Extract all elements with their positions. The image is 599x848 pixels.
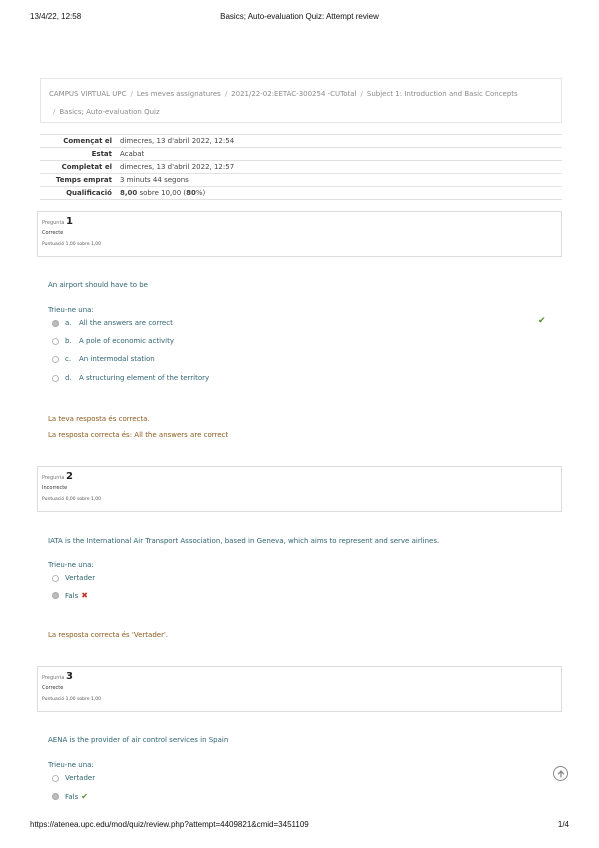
print-header [30, 12, 569, 24]
print-page-number: 1/4 [557, 820, 569, 829]
breadcrumb-course[interactable]: 2021/22-02:EETAC-300254 -CUTotal [231, 90, 357, 98]
question-text-1: An airport should have to be [48, 281, 148, 289]
radio-unselected[interactable] [52, 575, 59, 582]
question-label: Pregunta [42, 475, 65, 481]
check-icon: ✔ [81, 792, 88, 801]
breadcrumb-separator: / [360, 90, 363, 98]
summary-row-completed [40, 161, 562, 174]
summary-value: 8,00 sobre 10,00 (80%) [120, 189, 206, 197]
breadcrumb-subject[interactable]: Subject 1: Introduction and Basic Concepts [366, 90, 518, 98]
breadcrumb [40, 78, 562, 123]
radio-unselected[interactable] [52, 775, 59, 782]
option-false[interactable]: Fals ✖ [52, 591, 88, 600]
question-state: Correcte [42, 685, 64, 691]
summary-row-grade [40, 187, 562, 200]
summary-label: Completat el [61, 163, 112, 171]
question-state: Correcte [42, 230, 64, 236]
option-b[interactable]: b. A pole of economic activity [52, 337, 174, 345]
attempt-summary-table [40, 134, 562, 200]
summary-row-state [40, 148, 562, 161]
breadcrumb-separator: / [53, 108, 56, 116]
summary-label: Temps emprat [55, 176, 112, 184]
print-url: https://atenea.upc.edu/mod/quiz/review.php?attempt=4409821&cmid=3451109 [30, 820, 309, 829]
summary-value: Acabat [120, 150, 145, 158]
answer-prompt: Trieu-ne una: [48, 761, 94, 769]
option-true[interactable]: Vertader [52, 774, 95, 782]
cross-icon: ✖ [81, 591, 88, 600]
print-datetime: 13/4/22, 12:58 [30, 12, 82, 21]
breadcrumb-separator: / [224, 90, 228, 98]
radio-unselected[interactable] [52, 356, 59, 363]
question-state: Incorrecte [42, 485, 68, 491]
option-c[interactable]: c. An intermodal station [52, 355, 155, 363]
summary-value: dimecres, 13 d'abril 2022, 12:57 [120, 163, 235, 171]
print-doc-title: Basics; Auto-evaluation Quiz: Attempt review [220, 12, 379, 21]
check-icon: ✔ [538, 316, 546, 326]
question-grade: Puntuació 0,00 sobre 1,00 [42, 497, 101, 502]
radio-unselected[interactable] [52, 375, 59, 382]
summary-row-time [40, 174, 562, 187]
question-number: 2 [65, 471, 73, 482]
summary-value: dimecres, 13 d'abril 2022, 12:54 [120, 137, 235, 145]
question-number: 1 [65, 216, 73, 227]
question-grade: Puntuació 1,00 sobre 1,00 [42, 242, 101, 247]
print-footer [30, 820, 569, 832]
summary-row-started [40, 135, 562, 148]
answer-prompt: Trieu-ne una: [48, 306, 94, 314]
question-number: 3 [65, 671, 73, 682]
summary-label: Començat el [63, 137, 112, 145]
breadcrumb-campus[interactable]: CAMPUS VIRTUAL UPC [49, 90, 127, 98]
radio-selected[interactable] [52, 793, 59, 800]
radio-selected[interactable] [52, 592, 59, 599]
radio-unselected[interactable] [52, 338, 59, 345]
feedback-right-answer: La resposta correcta és 'Vertader'. [48, 631, 169, 639]
option-false[interactable]: Fals ✔ [52, 792, 88, 801]
question-info-3 [37, 666, 562, 712]
option-a[interactable]: a. All the answers are correct [52, 319, 173, 327]
summary-label: Qualificació [66, 189, 112, 197]
summary-label: Estat [91, 150, 112, 158]
question-info-1 [37, 211, 562, 257]
question-text-2: IATA is the International Air Transport Association, based in Geneva, which aims to represent and serve airlines. [48, 537, 440, 545]
grade-score: 8,00 [120, 189, 138, 197]
breadcrumb-my-courses[interactable]: Les meves assignatures [136, 90, 221, 98]
radio-selected[interactable] [52, 320, 59, 327]
question-text-3: AENA is the provider of air control services in Spain [48, 736, 229, 744]
question-label: Pregunta [42, 220, 65, 226]
question-grade: Puntuació 1,00 sobre 1,00 [42, 697, 101, 702]
summary-value: 3 minuts 44 segons [120, 176, 189, 184]
answer-prompt: Trieu-ne una: [48, 561, 94, 569]
question-label: Pregunta [42, 675, 65, 681]
arrow-up-circle-icon[interactable] [553, 766, 568, 781]
feedback-correct: La teva resposta és correcta. [48, 415, 150, 423]
question-info-2 [37, 466, 562, 512]
breadcrumb-separator: / [130, 90, 133, 98]
grade-percent: 80 [186, 189, 196, 197]
feedback-right-answer: La resposta correcta és: All the answers are correct [48, 431, 229, 439]
option-d[interactable]: d. A structuring element of the territory [52, 374, 209, 382]
option-true[interactable]: Vertader [52, 574, 95, 582]
breadcrumb-quiz[interactable]: Basics; Auto-evaluation Quiz [59, 108, 160, 116]
